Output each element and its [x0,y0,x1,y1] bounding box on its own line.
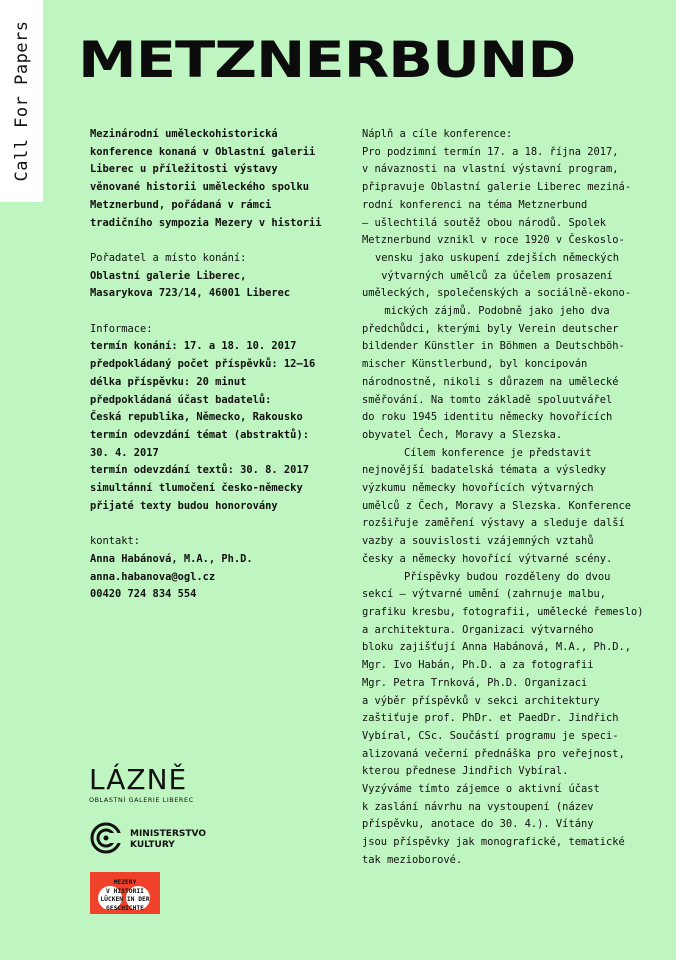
body-line: v návaznosti na vlastní výstavní program, [362,163,619,176]
info-line: 30. 4. 2017 [90,446,159,459]
contact-phone: 00420 724 834 554 [90,588,197,601]
body-line: grafiku kresbu, fotografii, umělecké řemeslo) [362,605,644,618]
body-line: alizovaná večerní přednáška pro veřejnost, [362,747,625,760]
mezery-v-historii-logo [90,872,160,914]
left-column [90,126,340,604]
body-line: Náplň a cíle konference: [362,128,513,140]
mezery-line: MEZERY [113,879,137,886]
body-line: do roku 1945 identitu německy hovořících [362,411,613,424]
body-line: Příspěvky budou rozděleny do dvou [404,570,611,583]
lazne-wordmark: LÁZNĚ [89,763,188,796]
intro-line: Liberec u příležitosti výstavy [90,163,278,176]
info-line: délka příspěvku: 20 minut [90,375,247,388]
body-line: obyvatel Čech, Moravy a Slezska. [362,428,563,441]
lazne-logo [89,765,194,804]
body-line: tak mezioborové. [362,853,463,866]
intro-line: Mezinárodní uměleckohistorická [90,128,278,140]
right-column [362,126,644,870]
info-line: předpokládaná účast badatelů: [90,393,272,406]
body-line: Pro podzimní termín 17. a 18. října 2017, [362,145,619,158]
ministry-of-culture-logo [90,822,206,858]
intro-line: věnované historii uměleckého spolku [90,181,309,194]
body-line: rozšiřuje zaměření výstavy a sleduje další [362,517,625,530]
info-label: Informace: [90,322,153,335]
body-line: Metznerbund vznikl v roce 1920 v Českoslo- [362,234,625,247]
intro-line: Metznerbund, pořádaná v rámci [90,198,272,211]
info-line: Česká republika, Německo, Rakousko [90,411,303,424]
info-line: termín konání: 17. a 18. 10. 2017 [90,340,297,353]
intro-block [90,126,340,232]
info-line: přijaté texty budou honorovány [90,499,278,512]
contact-name: Anna Habánová, M.A., Ph.D. [90,552,253,565]
ministry-line-1: MINISTERSTVO [130,829,206,839]
body-line: Vybíral, CSc. Součástí programu je speci- [362,729,619,742]
call-for-papers-tab [0,0,43,202]
lazne-subtitle: OBLASTNÍ GALERIE LIBEREC [89,796,194,804]
body-line: výtvarných umělců za účelem prosazení [381,269,613,282]
headline-metznerbund: METZNERBUND [78,30,576,89]
body-line: Mgr. Petra Trnková, Ph.D. Organizaci [362,676,588,689]
info-line: simultánní tlumočení česko-německy [90,482,303,495]
body-line: Cílem konference je představit [404,446,592,459]
contact-email[interactable]: anna.habanova@ogl.cz [90,570,216,583]
body-line: a výběr příspěvků v sekci architektury [362,694,600,707]
organizer-line: Masarykova 723/14, 46001 Liberec [90,287,291,300]
body-line: sekcí – výtvarné umění (zahrnuje malbu, [362,588,606,601]
body-line: kterou přednese Jindřich Vybíral. [362,765,569,778]
contact-label: kontakt: [90,535,141,548]
body-line: k zaslání návrhu na vystoupení (název [362,800,594,813]
ministry-emblem-icon [90,822,122,858]
body-line: připravuje Oblastní galerie Liberec meziná- [362,181,631,194]
organizer-label: Pořadatel a místo konání: [90,251,247,264]
body-line: bildender Künstler in Böhmen a Deutschböh- [362,340,625,353]
body-line: výzkumu německy hovořících výtvarných [362,482,594,495]
body-line: vazby a souvislosti vzájemných vztahů [362,535,594,548]
info-line: předpokládaný počet příspěvků: 12–16 [90,358,316,371]
body-line: směřování. Na tomto základě spoluutvářel [362,393,613,406]
mezery-line: GESCHICHTE [106,904,144,912]
intro-line: konference konaná v Oblastní galerii [90,145,316,158]
call-for-papers-label: Call For Papers [11,20,32,182]
body-line: – ušlechtilá soutěž obou národů. Spolek [362,216,606,229]
body-line: Vyzýváme tímto zájemce o aktivní účast [362,783,600,796]
ministry-line-2: KULTURY [130,840,175,850]
info-line: termín odevzdání témat (abstraktů): [90,428,309,441]
body-line: umělců z Čech, Moravy a Slezska. Konference [362,499,631,512]
body-line: nejnovější badatelská témata a výsledky [362,464,606,477]
body-line: mischer Künstlerbund, byl koncipován [362,358,588,371]
body-line: předchůdci, kterými byly Verein deutscher [362,322,619,335]
body-line: mických zájmů. Podobně jako jeho dva [384,305,610,318]
body-line: vensku jako uskupení zdejších německých [375,251,619,264]
organizer-line: Oblastní galerie Liberec, [90,269,247,282]
body-line: národnostně, nikoli s důrazem na umělecké [362,375,619,388]
body-line: příspěvku, anotace do 30. 4.). Vítány [362,818,594,831]
info-line: termín odevzdání textů: 30. 8. 2017 [90,464,309,477]
body-line: zaštiťuje prof. PhDr. et PaedDr. Jindřich [362,712,619,725]
body-line: uměleckých, společenských a sociálně-ekono- [362,287,631,300]
body-line: Mgr. Ivo Habán, Ph.D. a za fotografii [362,659,594,672]
intro-line: tradičního sympozia Mezery v historii [90,216,322,229]
body-line: česky a německy hovořící výtvarné scény. [362,552,613,565]
body-line: a architektura. Organizaci výtvarného [362,623,594,636]
body-line: rodní konferenci na téma Metznerbund [362,198,588,211]
mezery-line: V HISTORII [106,887,144,895]
body-line: bloku zajišťují Anna Habánová, M.A., Ph.D., [362,641,631,654]
mezery-line: LÜCKEN IN DER [100,896,150,904]
body-line: jsou příspěvky jak monografické, tematické [362,836,625,849]
